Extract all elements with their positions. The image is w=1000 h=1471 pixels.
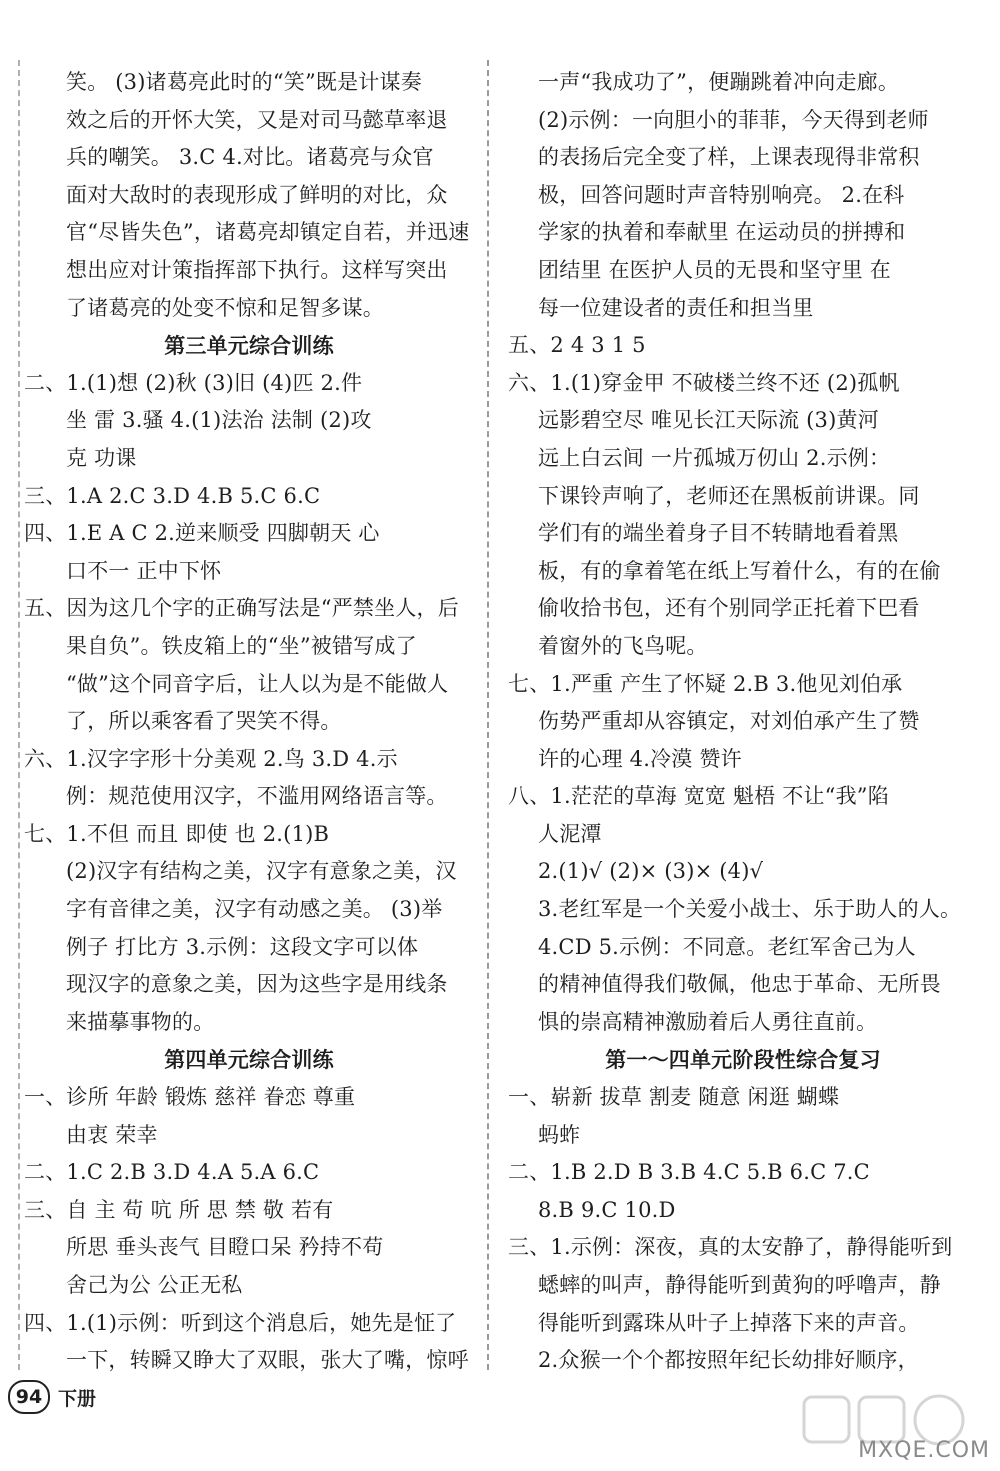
answer-line: 人泥潭 xyxy=(538,821,602,846)
answer-line: 克 功课 xyxy=(66,445,137,470)
answer-line: 六、1.汉字字形十分美观 2.鸟 3.D 4.示 xyxy=(24,746,398,771)
section-heading: 第一～四单元阶段性综合复习 xyxy=(605,1047,881,1073)
answer-line: 一声“我成功了”，便蹦跳着冲向走廊。 xyxy=(538,70,900,94)
answer-line: 来描摹事物的。 xyxy=(66,1009,215,1034)
answer-line: 许的心理 4.冷漠 赞许 xyxy=(538,746,742,771)
answer-line: 口不一 正中下怀 xyxy=(66,558,222,583)
answer-line: 蚂蚱 xyxy=(538,1122,581,1147)
page-number: 94 xyxy=(8,1380,50,1414)
answer-line: 果自负”。铁皮箱上的“坐”被错写成了 xyxy=(66,633,417,658)
answer-line: 字有音律之美，汉字有动感之美。 (3)举 xyxy=(66,897,443,922)
answer-line: 一、诊所 年龄 锻炼 慈祥 眷恋 尊重 xyxy=(24,1085,356,1110)
right-column xyxy=(508,64,978,1380)
answer-line: 七、1.严重 产生了怀疑 2.B 3.他见刘伯承 xyxy=(508,671,903,696)
answer-line: 板，有的拿着笔在纸上写着什么，有的在偷 xyxy=(538,558,941,583)
left-dashed-border xyxy=(18,60,20,1370)
column-divider xyxy=(487,60,489,1370)
answer-line: 学家的执着和奉献里 在运动员的拼搏和 xyxy=(538,220,906,245)
answer-line: 四、1.E A C 2.逆来顺受 四脚朝天 心 xyxy=(24,521,380,546)
answer-line: 例：规范使用汉字，不滥用网络语言等。 xyxy=(66,784,448,809)
left-column xyxy=(24,64,474,1380)
answer-line: 现汉字的意象之美，因为这些字是用线条 xyxy=(66,972,448,997)
answer-line: 团结里 在医护人员的无畏和坚守里 在 xyxy=(538,257,891,282)
answer-line: 惧的崇高精神激励着后人勇往直前。 xyxy=(538,1009,878,1034)
answer-line: 所思 垂头丧气 目瞪口呆 矜持不苟 xyxy=(66,1235,384,1260)
answer-line: 三、1.A 2.C 3.D 4.B 5.C 6.C xyxy=(24,483,321,508)
answer-line: (2)示例：一向胆小的菲菲，今天得到老师 xyxy=(538,107,929,132)
answer-line: 了，所以乘客看了哭笑不得。 xyxy=(66,709,342,734)
answer-line: 2.(1)√ (2)× (3)× (4)√ xyxy=(538,859,764,884)
volume-label: 下册 xyxy=(58,1387,97,1410)
answer-line: 远上白云间 一片孤城万仞山 2.示例： xyxy=(538,445,891,470)
answer-line: 着窗外的飞鸟呢。 xyxy=(538,633,708,658)
answer-line: 四、1.(1)示例：听到这个消息后，她先是怔了 xyxy=(24,1310,457,1335)
answer-line: 由衷 荣幸 xyxy=(66,1122,158,1147)
answer-line: 五、因为这几个字的正确写法是“严禁坐人，后 xyxy=(24,596,459,621)
answer-line: 每一位建设者的责任和担当里 xyxy=(538,295,814,320)
answer-line: 极，回答问题时声音特别响亮。 2.在科 xyxy=(538,182,905,207)
answer-line: 的表扬后完全变了样，上课表现得非常积 xyxy=(538,145,920,170)
answer-line: 2.众猴一个个都按照年纪长幼排好顺序， xyxy=(538,1348,919,1373)
answer-line: 官“尽皆失色”，诸葛亮却镇定自若，并迅速 xyxy=(66,220,470,245)
answer-line: 一下，转瞬又睁大了双眼，张大了嘴，惊呼 xyxy=(66,1348,469,1373)
answer-line: 二、1.B 2.D B 3.B 4.C 5.B 6.C 7.C xyxy=(508,1160,870,1185)
page-footer xyxy=(8,1377,96,1417)
answer-line: 下课铃声响了，老师还在黑板前讲课。同 xyxy=(538,483,920,508)
answer-line: 五、2 4 3 1 5 xyxy=(508,333,646,358)
answer-line: 三、1.示例：深夜，真的太安静了，静得能听到 xyxy=(508,1235,953,1260)
answer-line: 一、崭新 拔草 割麦 随意 闲逛 蝴蝶 xyxy=(508,1085,840,1110)
answer-line: 8.B 9.C 10.D xyxy=(538,1197,676,1222)
answer-line: 想出应对计策指挥部下执行。这样写突出 xyxy=(66,257,448,282)
answer-line: 面对大敌时的表现形成了鲜明的对比，众 xyxy=(66,182,448,207)
answer-line: 伤势严重却从容镇定，对刘伯承产生了赞 xyxy=(538,709,920,734)
answer-line: 得能听到露珠从叶子上掉落下来的声音。 xyxy=(538,1310,920,1335)
answer-line: 效之后的开怀大笑，又是对司马懿草率退 xyxy=(66,107,448,132)
answer-line: 蟋蟀的叫声，静得能听到黄狗的呼噜声，静 xyxy=(538,1273,941,1297)
answer-line: “做”这个同音字后，让人以为是不能做人 xyxy=(66,671,449,696)
answer-line: 学们有的端坐着身子目不转睛地看着黑 xyxy=(538,521,899,546)
answer-line: 舍己为公 公正无私 xyxy=(66,1273,243,1297)
answer-line: 兵的嘲笑。 3.C 4.对比。诸葛亮与众官 xyxy=(66,145,434,170)
answer-line: 三、自 主 苟 吭 所 思 禁 敬 若有 xyxy=(24,1197,334,1222)
answer-line: 坐 雷 3.骚 4.(1)法治 法制 (2)攻 xyxy=(66,408,372,433)
answer-line: 六、1.(1)穿金甲 不破楼兰终不还 (2)孤帆 xyxy=(508,370,900,395)
answer-line: 远影碧空尽 唯见长江天际流 (3)黄河 xyxy=(538,408,879,433)
answer-line: 偷收拾书包，还有个别同学正托着下巴看 xyxy=(538,596,920,621)
answer-line: 的精神值得我们敬佩，他忠于革命、无所畏 xyxy=(538,972,941,997)
answer-line: 七、1.不但 而且 即使 也 2.(1)B xyxy=(24,821,330,846)
answer-line: 笑。 (3)诸葛亮此时的“笑”既是计谋奏 xyxy=(66,70,422,94)
answer-line: 3.老红军是一个关爱小战士、乐于助人的人。 xyxy=(538,897,962,922)
section-heading: 第三单元综合训练 xyxy=(164,333,334,359)
answer-line: 二、1.(1)想 (2)秋 (3)旧 (4)匹 2.件 xyxy=(24,370,363,395)
answer-line: 例子 打比方 3.示例：这段文字可以体 xyxy=(66,934,419,959)
answer-line: 了诸葛亮的处变不惊和足智多谋。 xyxy=(66,295,384,320)
answer-line: 4.CD 5.示例：不同意。老红军舍己为人 xyxy=(538,934,916,959)
answer-line: (2)汉字有结构之美，汉字有意象之美，汉 xyxy=(66,859,457,884)
watermark-text: MXQE.COM xyxy=(858,1438,990,1463)
section-heading: 第四单元综合训练 xyxy=(164,1047,334,1073)
answer-line: 二、1.C 2.B 3.D 4.A 5.A 6.C xyxy=(24,1160,320,1185)
answer-line: 八、1.茫茫的草海 宽宽 魁梧 不让“我”陷 xyxy=(508,784,889,809)
